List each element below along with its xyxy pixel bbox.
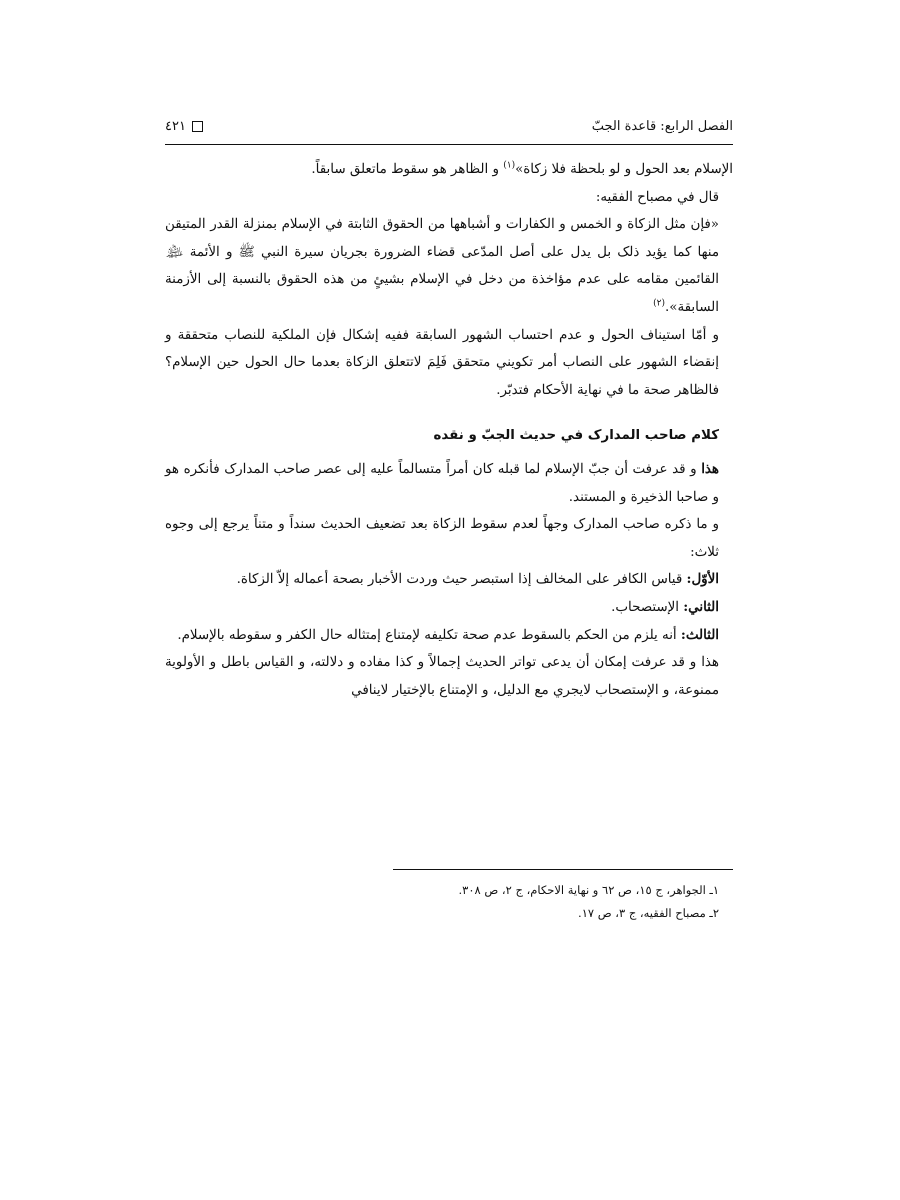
body-text	[165, 156, 733, 704]
section-paragraph-1: هذا و قد عرفت أن جبّ الإسلام لما قبله كان أمراً متسالماً عليه إلى عصر صاحب المدارک فأنكره هو و صاحبا الذخيرة و المستند.	[165, 460, 719, 505]
list-item-first: الأوّل: قياس الكافر على المخالف إذا استبصر حيث وردت الأخبار بصحة أعماله إلاّ الزكاة.	[236, 571, 719, 588]
chapter-title: الفصل الرابع: قاعدة الجبّ	[591, 118, 733, 134]
page-number-group	[165, 119, 203, 134]
footnotes	[165, 879, 733, 925]
book-page	[165, 112, 733, 1112]
footnote-1: ١ـ الجواهر، ج ١٥، ص ٦٢ و نهاية الاحكام، ج ٢، ص ٣٠٨.	[458, 883, 719, 897]
list-item-second: الثاني: الإستصحاب.	[611, 598, 719, 615]
footnote-rule	[393, 869, 733, 870]
list-item-third: الثالث: أنه يلزم من الحكم بالسقوط عدم صحة تكليفه لإمتناع إمتثاله حال الكفر و سقوطه بالإسلام.	[177, 626, 719, 643]
section-paragraph-2: و ما ذكره صاحب المدارک وجهاً لعدم سقوط الزكاة بعد تضعيف الحديث سنداً و متناً يرجع إلى وجوه ثلاث:	[165, 517, 719, 560]
running-header	[165, 112, 733, 140]
header-rule	[165, 144, 733, 145]
footnote-ref-1: (١)	[503, 160, 516, 171]
paragraph-4: و أمّا استيناف الحول و عدم احتساب الشهور السابقة ففيه إشكال فإن الملكية للنصاب متحققة و إنقضاء الشهور على النصاب أمر تكويني متحقق فَلِمَ لاتتعلق الزكاة بعدما حال الحول حين الإسلام؟ فالظاهر صحة ما في نهاية الأحكام فتدبّر.	[165, 327, 719, 398]
paragraph-1: الإسلام بعد الحول و لو بلحظة فلا زكاة»$^{(١)}$ و الظاهر هو سقوط ماتعلق سابقاً.	[311, 160, 733, 177]
page-number: ٤٢١	[165, 118, 186, 134]
block-quote: «فإن مثل الزكاة و الخمس و الكفارات و أشباهها من الحقوق الثابتة في الإسلام بمنزلة القدر المتيقن منها كما يؤيد ذلک بل يدل على أصل المدّعى قضاء الضرورة بجريان سيرة النبي ﷺ و الأئمة ﵈ القائمين مقامه على عدم مؤاخذة من دخل في الإسلام بشيئٍ من هذه الحقوق بالنسبة إلى الأزمنة السابقة».$^{(٢)}$	[165, 217, 719, 315]
section-paragraph-last: هذا و قد عرفت إمكان أن يدعى تواتر الحديث إجمالاً و كذا مفاده و دلالته، و القياس باطل و الأولوية ممنوعة، و الإستصحاب لايجري مع الدليل، و الإمتناع بالإختيار لاينافي	[165, 655, 719, 698]
footnote-ref-2: (٢)	[653, 298, 666, 309]
paragraph-2: قال في مصباح الفقيه:	[595, 189, 719, 205]
footnote-2: ٢ـ مصباح الفقيه، ج ٣، ص ١٧.	[578, 906, 719, 920]
square-outline-icon	[192, 121, 203, 132]
section-heading: كلام صاحب المدارک في حديث الجبّ و نقده	[433, 428, 719, 444]
